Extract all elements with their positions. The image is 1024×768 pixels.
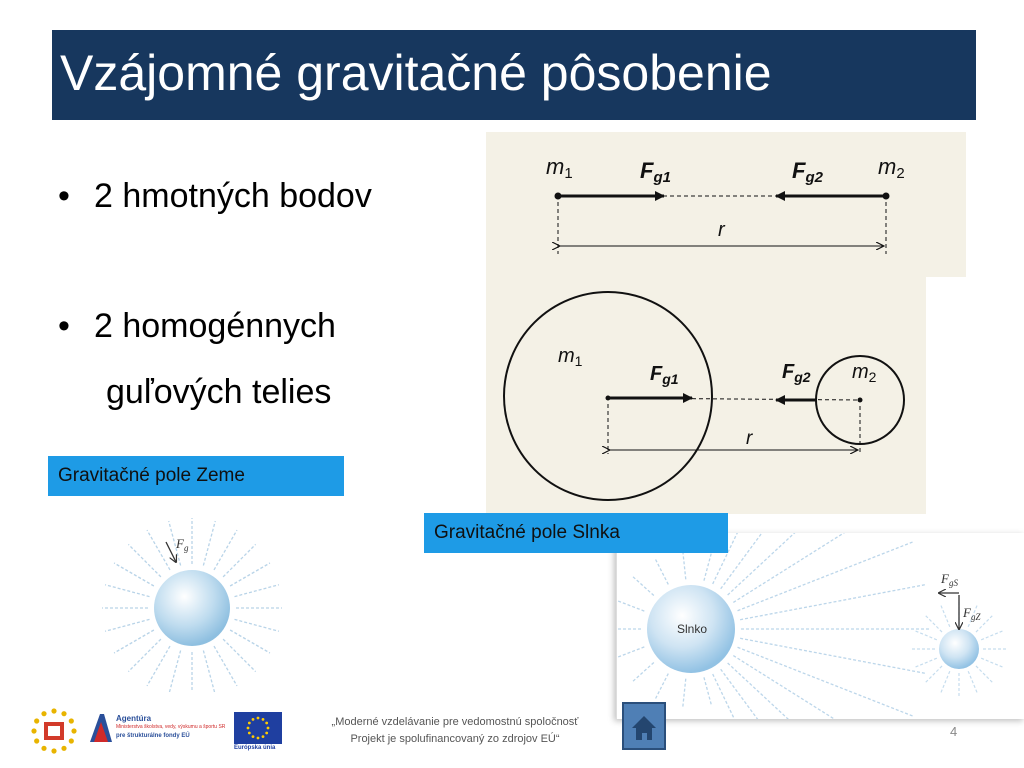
footer-line-2: Projekt je spolufinancovaný zo zdrojov EÚ“ xyxy=(350,733,560,745)
footer-text xyxy=(300,714,610,748)
page-number: 4 xyxy=(950,724,958,739)
home-button[interactable] xyxy=(622,702,666,750)
eu-label: Európska únia xyxy=(234,745,276,751)
sphere-label-r: r xyxy=(746,428,753,449)
label-fg1: Fg1 xyxy=(640,158,671,186)
bullet-continuation: guľových telies xyxy=(106,373,332,411)
eu-flag-icon xyxy=(234,712,282,744)
small-earth-globe xyxy=(939,629,979,669)
label-fgs: $F_{gS}$ xyxy=(941,571,958,588)
bullet-item xyxy=(58,304,336,348)
earth-force-label: $F_g$ xyxy=(176,536,189,553)
bullet-text: 2 homogénnych xyxy=(94,307,336,345)
home-icon xyxy=(624,704,664,748)
sphere-label-m2: $m_2$ xyxy=(852,361,877,385)
sun-field-panel xyxy=(616,533,1024,719)
sun-label: Slnko xyxy=(677,622,708,636)
label-fgz: $F_{gZ}$ xyxy=(963,605,981,622)
agency-logo-icon xyxy=(88,712,114,744)
gravitation-diagram xyxy=(486,132,966,517)
footer-line-1: „Moderné vzdelávanie pre vedomostnú spoločnosť xyxy=(331,716,579,728)
label-earth-field: Gravitačné pole Zeme xyxy=(48,456,344,496)
label-m1: m1 xyxy=(546,154,573,182)
bullet-dot: • xyxy=(58,177,70,215)
earth-field-figure xyxy=(96,512,286,692)
sphere-label-fg2: $F_{g2}$ xyxy=(782,361,811,385)
label-r: r xyxy=(718,219,725,241)
sun-field-figure xyxy=(617,533,1024,719)
sphere-label-fg1: $F_{g1}$ xyxy=(650,363,679,387)
label-sun-field: Gravitačné pole Slnka xyxy=(424,513,728,553)
label-m2: m2 xyxy=(878,154,905,182)
slide-title: Vzájomné gravitačné pôsobenie xyxy=(60,45,772,101)
agency-text: Agentúra Ministerstva školstva, vedy, výskumu a športu SR pre štrukturálne fondy EÚ xyxy=(116,714,226,739)
bullet-item xyxy=(58,174,372,218)
earth-globe xyxy=(154,570,230,646)
bullet-dot: • xyxy=(58,307,70,345)
label-fg2: Fg2 xyxy=(792,158,823,186)
sphere-label-m1: $m_1$ xyxy=(558,345,583,369)
bullet-text: 2 hmotných bodov xyxy=(94,177,372,215)
program-logo xyxy=(28,708,80,754)
